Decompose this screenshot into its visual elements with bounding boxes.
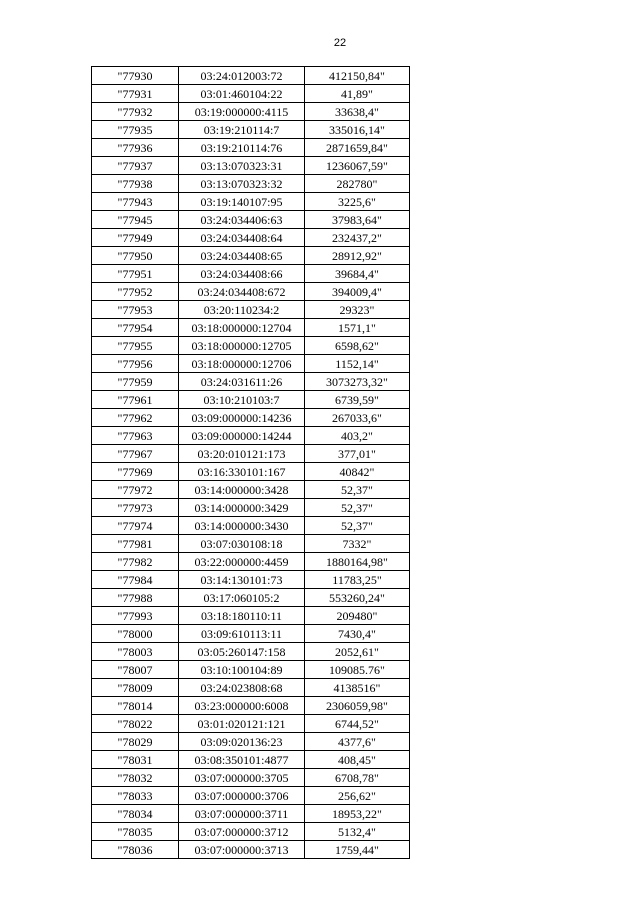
cadastral-number-cell: 03:07:030108:18 <box>179 535 305 553</box>
table-row <box>92 661 410 679</box>
cadastral-number-cell: 03:05:260147:158 <box>179 643 305 661</box>
cadastral-number-cell: 03:09:020136:23 <box>179 733 305 751</box>
registry-number-cell: "77955 <box>92 337 179 355</box>
value-cell: 1571,1" <box>305 319 410 337</box>
value-cell: 6598,62" <box>305 337 410 355</box>
value-cell: 403,2" <box>305 427 410 445</box>
value-cell: 1880164,98" <box>305 553 410 571</box>
table-row <box>92 121 410 139</box>
cadastral-number-cell: 03:01:020121:121 <box>179 715 305 733</box>
registry-number-cell: "77951 <box>92 265 179 283</box>
table-row <box>92 589 410 607</box>
table-row <box>92 391 410 409</box>
cadastral-number-cell: 03:23:000000:6008 <box>179 697 305 715</box>
value-cell: 209480" <box>305 607 410 625</box>
value-cell: 2871659,84" <box>305 139 410 157</box>
cadastral-number-cell: 03:24:034408:65 <box>179 247 305 265</box>
registry-number-cell: "77967 <box>92 445 179 463</box>
registry-number-cell: "77961 <box>92 391 179 409</box>
table-row <box>92 445 410 463</box>
registry-number-cell: "78036 <box>92 841 179 859</box>
value-cell: 256,62" <box>305 787 410 805</box>
table-row <box>92 355 410 373</box>
registry-number-cell: "77950 <box>92 247 179 265</box>
table-row <box>92 463 410 481</box>
value-cell: 29323" <box>305 301 410 319</box>
table-row <box>92 247 410 265</box>
registry-number-cell: "77974 <box>92 517 179 535</box>
cadastral-number-cell: 03:14:130101:73 <box>179 571 305 589</box>
cadastral-number-cell: 03:24:031611:26 <box>179 373 305 391</box>
table-row <box>92 139 410 157</box>
value-cell: 52,37" <box>305 499 410 517</box>
table-row <box>92 841 410 859</box>
cadastral-number-cell: 03:17:060105:2 <box>179 589 305 607</box>
cadastral-number-cell: 03:07:000000:3706 <box>179 787 305 805</box>
value-cell: 2052,61" <box>305 643 410 661</box>
value-cell: 412150,84" <box>305 67 410 85</box>
cadastral-number-cell: 03:24:034408:66 <box>179 265 305 283</box>
value-cell: 6739,59" <box>305 391 410 409</box>
registry-number-cell: "77963 <box>92 427 179 445</box>
cadastral-number-cell: 03:24:034408:64 <box>179 229 305 247</box>
value-cell: 553260,24" <box>305 589 410 607</box>
registry-number-cell: "78033 <box>92 787 179 805</box>
value-cell: 3225,6" <box>305 193 410 211</box>
table-row <box>92 229 410 247</box>
cadastral-number-cell: 03:18:000000:12706 <box>179 355 305 373</box>
data-table <box>91 66 410 859</box>
cadastral-number-cell: 03:24:023808:68 <box>179 679 305 697</box>
registry-number-cell: "77969 <box>92 463 179 481</box>
registry-number-cell: "78032 <box>92 769 179 787</box>
cadastral-number-cell: 03:07:000000:3712 <box>179 823 305 841</box>
registry-number-cell: "77973 <box>92 499 179 517</box>
table-row <box>92 517 410 535</box>
registry-number-cell: "77930 <box>92 67 179 85</box>
value-cell: 408,45" <box>305 751 410 769</box>
table-row <box>92 769 410 787</box>
cadastral-number-cell: 03:20:110234:2 <box>179 301 305 319</box>
cadastral-number-cell: 03:18:000000:12705 <box>179 337 305 355</box>
registry-number-cell: "77935 <box>92 121 179 139</box>
value-cell: 6744,52" <box>305 715 410 733</box>
cadastral-number-cell: 03:07:000000:3705 <box>179 769 305 787</box>
cadastral-number-cell: 03:14:000000:3430 <box>179 517 305 535</box>
value-cell: 41,89" <box>305 85 410 103</box>
registry-number-cell: "77993 <box>92 607 179 625</box>
registry-number-cell: "78009 <box>92 679 179 697</box>
value-cell: 52,37" <box>305 481 410 499</box>
value-cell: 2306059,98" <box>305 697 410 715</box>
table-body <box>92 67 410 859</box>
value-cell: 33638,4" <box>305 103 410 121</box>
table-row <box>92 103 410 121</box>
registry-number-cell: "78035 <box>92 823 179 841</box>
table-row <box>92 373 410 391</box>
registry-number-cell: "78007 <box>92 661 179 679</box>
cadastral-number-cell: 03:19:000000:4115 <box>179 103 305 121</box>
value-cell: 11783,25" <box>305 571 410 589</box>
table-row <box>92 715 410 733</box>
registry-number-cell: "77984 <box>92 571 179 589</box>
cadastral-number-cell: 03:24:034406:63 <box>179 211 305 229</box>
value-cell: 394009,4" <box>305 283 410 301</box>
value-cell: 7332" <box>305 535 410 553</box>
cadastral-number-cell: 03:01:460104:22 <box>179 85 305 103</box>
table-row <box>92 319 410 337</box>
cadastral-number-cell: 03:22:000000:4459 <box>179 553 305 571</box>
value-cell: 39684,4" <box>305 265 410 283</box>
value-cell: 3073273,32" <box>305 373 410 391</box>
value-cell: 28912,92" <box>305 247 410 265</box>
table-row <box>92 679 410 697</box>
table-row <box>92 733 410 751</box>
cadastral-number-cell: 03:08:350101:4877 <box>179 751 305 769</box>
registry-number-cell: "78014 <box>92 697 179 715</box>
registry-number-cell: "78034 <box>92 805 179 823</box>
value-cell: 109085.76" <box>305 661 410 679</box>
registry-number-cell: "77937 <box>92 157 179 175</box>
value-cell: 1759,44" <box>305 841 410 859</box>
registry-number-cell: "77931 <box>92 85 179 103</box>
cadastral-number-cell: 03:13:070323:31 <box>179 157 305 175</box>
table-row <box>92 481 410 499</box>
cadastral-number-cell: 03:09:610113:11 <box>179 625 305 643</box>
registry-number-cell: "78029 <box>92 733 179 751</box>
registry-number-cell: "77962 <box>92 409 179 427</box>
registry-number-cell: "77936 <box>92 139 179 157</box>
registry-number-cell: "77943 <box>92 193 179 211</box>
value-cell: 7430,4" <box>305 625 410 643</box>
table-row <box>92 823 410 841</box>
cadastral-number-cell: 03:07:000000:3711 <box>179 805 305 823</box>
registry-number-cell: "77959 <box>92 373 179 391</box>
registry-number-cell: "78003 <box>92 643 179 661</box>
value-cell: 37983,64" <box>305 211 410 229</box>
cadastral-number-cell: 03:24:012003:72 <box>179 67 305 85</box>
table-row <box>92 427 410 445</box>
cadastral-number-cell: 03:19:210114:76 <box>179 139 305 157</box>
value-cell: 52,37" <box>305 517 410 535</box>
cadastral-number-cell: 03:10:210103:7 <box>179 391 305 409</box>
registry-number-cell: "78031 <box>92 751 179 769</box>
table-row <box>92 337 410 355</box>
table-row <box>92 625 410 643</box>
table-row <box>92 607 410 625</box>
value-cell: 6708,78" <box>305 769 410 787</box>
registry-number-cell: "77953 <box>92 301 179 319</box>
table-row <box>92 265 410 283</box>
cadastral-number-cell: 03:09:000000:14244 <box>179 427 305 445</box>
table-row <box>92 553 410 571</box>
table-row <box>92 157 410 175</box>
table-row <box>92 85 410 103</box>
value-cell: 1152,14" <box>305 355 410 373</box>
cadastral-number-cell: 03:18:180110:11 <box>179 607 305 625</box>
table-row <box>92 193 410 211</box>
cadastral-number-cell: 03:16:330101:167 <box>179 463 305 481</box>
table-row <box>92 301 410 319</box>
cadastral-number-cell: 03:07:000000:3713 <box>179 841 305 859</box>
table-row <box>92 499 410 517</box>
cadastral-number-cell: 03:19:140107:95 <box>179 193 305 211</box>
cadastral-number-cell: 03:14:000000:3429 <box>179 499 305 517</box>
value-cell: 5132,4" <box>305 823 410 841</box>
registry-number-cell: "77972 <box>92 481 179 499</box>
table-row <box>92 175 410 193</box>
table-row <box>92 643 410 661</box>
value-cell: 335016,14" <box>305 121 410 139</box>
table-row <box>92 409 410 427</box>
table-row <box>92 751 410 769</box>
page-number: 22 <box>333 37 347 49</box>
table-row <box>92 787 410 805</box>
value-cell: 232437,2" <box>305 229 410 247</box>
table-row <box>92 805 410 823</box>
registry-number-cell: "77988 <box>92 589 179 607</box>
registry-number-cell: "78000 <box>92 625 179 643</box>
cadastral-number-cell: 03:19:210114:7 <box>179 121 305 139</box>
value-cell: 377,01" <box>305 445 410 463</box>
cadastral-number-cell: 03:09:000000:14236 <box>179 409 305 427</box>
registry-number-cell: "77952 <box>92 283 179 301</box>
value-cell: 4377,6" <box>305 733 410 751</box>
registry-number-cell: "77949 <box>92 229 179 247</box>
cadastral-number-cell: 03:10:100104:89 <box>179 661 305 679</box>
registry-number-cell: "77982 <box>92 553 179 571</box>
value-cell: 1236067,59" <box>305 157 410 175</box>
table-row <box>92 535 410 553</box>
registry-number-cell: "77938 <box>92 175 179 193</box>
value-cell: 40842" <box>305 463 410 481</box>
registry-number-cell: "77981 <box>92 535 179 553</box>
cadastral-number-cell: 03:13:070323:32 <box>179 175 305 193</box>
table-row <box>92 67 410 85</box>
cadastral-number-cell: 03:18:000000:12704 <box>179 319 305 337</box>
value-cell: 282780" <box>305 175 410 193</box>
value-cell: 4138516" <box>305 679 410 697</box>
cadastral-number-cell: 03:14:000000:3428 <box>179 481 305 499</box>
registry-number-cell: "78022 <box>92 715 179 733</box>
cadastral-number-cell: 03:24:034408:672 <box>179 283 305 301</box>
table-row <box>92 571 410 589</box>
cadastral-number-cell: 03:20:010121:173 <box>179 445 305 463</box>
registry-number-cell: "77956 <box>92 355 179 373</box>
value-cell: 267033,6" <box>305 409 410 427</box>
registry-number-cell: "77945 <box>92 211 179 229</box>
table-row <box>92 697 410 715</box>
table-row <box>92 211 410 229</box>
value-cell: 18953,22" <box>305 805 410 823</box>
registry-number-cell: "77954 <box>92 319 179 337</box>
registry-number-cell: "77932 <box>92 103 179 121</box>
table-row <box>92 283 410 301</box>
